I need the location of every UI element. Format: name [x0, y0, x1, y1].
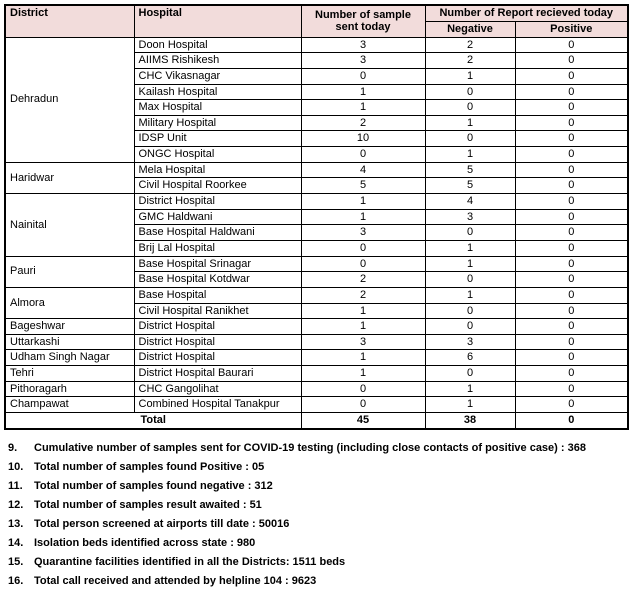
positive-cell: 0	[515, 366, 628, 382]
positive-cell: 0	[515, 209, 628, 225]
samples-sent-cell: 2	[301, 272, 425, 288]
note-item	[8, 439, 627, 458]
negative-cell: 3	[425, 209, 515, 225]
hospital-cell: CHC Vikasnagar	[134, 68, 301, 84]
note-number: 9.	[8, 441, 18, 454]
negative-cell: 1	[425, 381, 515, 397]
hospital-cell: Max Hospital	[134, 100, 301, 116]
table-row	[5, 319, 628, 335]
positive-cell: 0	[515, 115, 628, 131]
positive-cell: 0	[515, 381, 628, 397]
negative-cell: 5	[425, 162, 515, 178]
negative-cell: 6	[425, 350, 515, 366]
negative-cell: 2	[425, 53, 515, 69]
hospital-cell: GMC Haldwani	[134, 209, 301, 225]
samples-sent-cell: 0	[301, 397, 425, 413]
hospital-cell: Combined Hospital Tanakpur	[134, 397, 301, 413]
hospital-cell: ONGC Hospital	[134, 147, 301, 163]
district-cell: Tehri	[5, 366, 134, 382]
samples-sent-cell: 4	[301, 162, 425, 178]
note-number: 15.	[8, 555, 24, 568]
negative-cell: 1	[425, 240, 515, 256]
negative-cell: 0	[425, 366, 515, 382]
table-row	[5, 334, 628, 350]
header-row-1	[5, 5, 628, 21]
table-row	[5, 287, 628, 303]
hospital-cell: Doon Hospital	[134, 37, 301, 53]
positive-cell: 0	[515, 319, 628, 335]
table-body	[5, 37, 628, 429]
positive-cell: 0	[515, 397, 628, 413]
total-positive-cell: 0	[515, 413, 628, 429]
note-text: Total number of samples found negative : 312	[34, 479, 273, 492]
negative-cell: 1	[425, 68, 515, 84]
table-row	[5, 397, 628, 413]
samples-sent-cell: 1	[301, 350, 425, 366]
samples-sent-cell: 10	[301, 131, 425, 147]
positive-cell: 0	[515, 272, 628, 288]
table-row	[5, 350, 628, 366]
table-header	[5, 5, 628, 37]
hospital-cell: Civil Hospital Ranikhet	[134, 303, 301, 319]
positive-cell: 0	[515, 256, 628, 272]
positive-cell: 0	[515, 178, 628, 194]
negative-cell: 4	[425, 194, 515, 210]
header-samples-sent: Number of sample sent today	[301, 5, 425, 37]
covid-sample-report-table	[4, 4, 629, 430]
district-cell: Bageshwar	[5, 319, 134, 335]
samples-sent-cell: 0	[301, 381, 425, 397]
samples-sent-cell: 3	[301, 53, 425, 69]
district-cell: Nainital	[5, 194, 134, 257]
hospital-cell: Base Hospital Kotdwar	[134, 272, 301, 288]
note-number: 14.	[8, 536, 24, 549]
note-text: Total number of samples result awaited : 51	[34, 498, 262, 511]
table-row	[5, 37, 628, 53]
note-text: Total number of samples found Positive : 05	[34, 460, 265, 473]
negative-cell: 0	[425, 131, 515, 147]
samples-sent-cell: 1	[301, 100, 425, 116]
hospital-cell: District Hospital Baurari	[134, 366, 301, 382]
header-negative: Negative	[425, 21, 515, 37]
samples-sent-cell: 2	[301, 115, 425, 131]
table-row	[5, 256, 628, 272]
negative-cell: 0	[425, 225, 515, 241]
hospital-cell: Military Hospital	[134, 115, 301, 131]
total-samples-sent-cell: 45	[301, 413, 425, 429]
samples-sent-cell: 1	[301, 366, 425, 382]
hospital-cell: Base Hospital Haldwani	[134, 225, 301, 241]
positive-cell: 0	[515, 147, 628, 163]
note-number: 13.	[8, 517, 24, 530]
samples-sent-cell: 3	[301, 225, 425, 241]
positive-cell: 0	[515, 84, 628, 100]
negative-cell: 2	[425, 37, 515, 53]
header-reports-received: Number of Report recieved today	[425, 5, 628, 21]
district-cell: Dehradun	[5, 37, 134, 162]
district-cell: Uttarkashi	[5, 334, 134, 350]
note-text: Isolation beds identified across state : 980	[34, 536, 256, 549]
hospital-cell: CHC Gangolihat	[134, 381, 301, 397]
note-item	[8, 496, 627, 515]
negative-cell: 1	[425, 287, 515, 303]
note-item	[8, 553, 627, 572]
negative-cell: 0	[425, 303, 515, 319]
notes-list	[4, 439, 627, 591]
samples-sent-cell: 2	[301, 287, 425, 303]
samples-sent-cell: 3	[301, 334, 425, 350]
negative-cell: 1	[425, 256, 515, 272]
district-cell: Pithoragarh	[5, 381, 134, 397]
header-district: District	[5, 5, 134, 37]
negative-cell: 0	[425, 272, 515, 288]
district-cell: Almora	[5, 287, 134, 318]
header-positive: Positive	[515, 21, 628, 37]
hospital-cell: District Hospital	[134, 350, 301, 366]
note-number: 12.	[8, 498, 24, 511]
samples-sent-cell: 1	[301, 209, 425, 225]
total-negative-cell: 38	[425, 413, 515, 429]
positive-cell: 0	[515, 131, 628, 147]
hospital-cell: Base Hospital Srinagar	[134, 256, 301, 272]
positive-cell: 0	[515, 194, 628, 210]
table-row	[5, 366, 628, 382]
negative-cell: 5	[425, 178, 515, 194]
positive-cell: 0	[515, 100, 628, 116]
hospital-cell: Mela Hospital	[134, 162, 301, 178]
positive-cell: 0	[515, 350, 628, 366]
positive-cell: 0	[515, 37, 628, 53]
hospital-cell: District Hospital	[134, 319, 301, 335]
note-item	[8, 515, 627, 534]
negative-cell: 1	[425, 397, 515, 413]
hospital-cell: AIIMS Rishikesh	[134, 53, 301, 69]
hospital-cell: Brij Lal Hospital	[134, 240, 301, 256]
district-cell: Haridwar	[5, 162, 134, 193]
note-item	[8, 534, 627, 553]
samples-sent-cell: 3	[301, 37, 425, 53]
table-row	[5, 194, 628, 210]
header-hospital: Hospital	[134, 5, 301, 37]
hospital-cell: Civil Hospital Roorkee	[134, 178, 301, 194]
positive-cell: 0	[515, 334, 628, 350]
district-cell: Udham Singh Nagar	[5, 350, 134, 366]
table-row	[5, 162, 628, 178]
hospital-cell: District Hospital	[134, 194, 301, 210]
positive-cell: 0	[515, 287, 628, 303]
positive-cell: 0	[515, 225, 628, 241]
negative-cell: 3	[425, 334, 515, 350]
district-cell: Pauri	[5, 256, 134, 287]
note-item	[8, 458, 627, 477]
hospital-cell: District Hospital	[134, 334, 301, 350]
hospital-cell: Kailash Hospital	[134, 84, 301, 100]
samples-sent-cell: 0	[301, 147, 425, 163]
table-row	[5, 381, 628, 397]
total-row	[5, 413, 628, 429]
positive-cell: 0	[515, 240, 628, 256]
note-text: Quarantine facilities identified in all the Districts: 1511 beds	[34, 555, 346, 568]
positive-cell: 0	[515, 68, 628, 84]
note-number: 16.	[8, 574, 24, 587]
negative-cell: 1	[425, 147, 515, 163]
note-text: Cumulative number of samples sent for COVID-19 testing (including close contacts of positive case) : 368	[34, 441, 586, 454]
note-item	[8, 572, 627, 591]
note-text: Total call received and attended by helpline 104 : 9623	[34, 574, 317, 587]
hospital-cell: Base Hospital	[134, 287, 301, 303]
samples-sent-cell: 1	[301, 194, 425, 210]
note-number: 11.	[8, 479, 23, 492]
negative-cell: 0	[425, 319, 515, 335]
positive-cell: 0	[515, 303, 628, 319]
hospital-cell: IDSP Unit	[134, 131, 301, 147]
negative-cell: 0	[425, 84, 515, 100]
samples-sent-cell: 1	[301, 319, 425, 335]
negative-cell: 1	[425, 115, 515, 131]
samples-sent-cell: 5	[301, 178, 425, 194]
note-text: Total person screened at airports till date : 50016	[34, 517, 290, 530]
negative-cell: 0	[425, 100, 515, 116]
positive-cell: 0	[515, 162, 628, 178]
note-item	[8, 477, 627, 496]
district-cell: Champawat	[5, 397, 134, 413]
samples-sent-cell: 0	[301, 256, 425, 272]
samples-sent-cell: 0	[301, 68, 425, 84]
samples-sent-cell: 1	[301, 84, 425, 100]
total-label-cell: Total	[5, 413, 301, 429]
samples-sent-cell: 0	[301, 240, 425, 256]
note-number: 10.	[8, 460, 24, 473]
samples-sent-cell: 1	[301, 303, 425, 319]
positive-cell: 0	[515, 53, 628, 69]
